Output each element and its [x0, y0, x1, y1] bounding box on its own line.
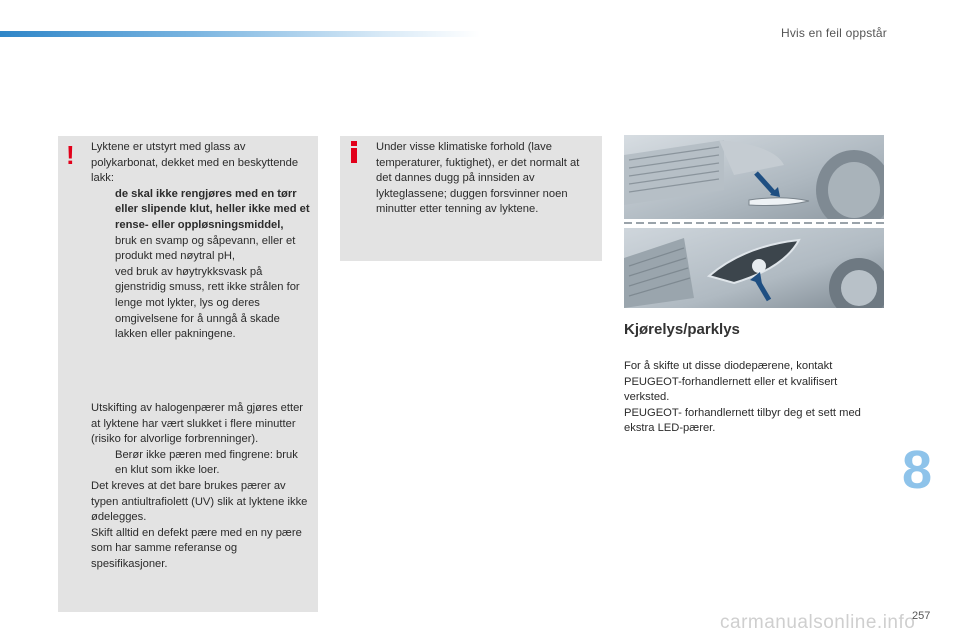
- warning-text-2: [91, 401, 313, 573]
- car-headlight-photo-bottom: [624, 228, 884, 308]
- watermark: carmanualsonline.info: [720, 612, 916, 633]
- uv-paragraph: Det kreves at det bare brukes pærer av typen antiultrafiolett (UV) slik at lyktene ikke ødelegges.: [91, 479, 308, 524]
- warning-bullet-1-text: de skal ikke rengjøres med en tørr eller slipende klut, heller ikke med et rense- eller oppløsningsmiddel,: [115, 187, 310, 231]
- warning-bullet-2-text: bruk en svamp og såpevann, eller et produkt med nøytral pH,: [115, 234, 296, 263]
- warning-bullet-2: [91, 234, 311, 265]
- halogen-bullet: [91, 448, 313, 479]
- car-front-photo-top: [624, 135, 884, 219]
- warning-exclamation-icon: !: [66, 140, 75, 170]
- warning-intro: Lyktene er utstyrt med glass av polykarbonat, dekket med en beskyttende lakk:: [91, 141, 299, 185]
- warning-bullet-3: [91, 265, 311, 343]
- warning-text: [91, 140, 311, 343]
- section-text: [624, 359, 874, 437]
- header-accent-bar: [0, 31, 480, 37]
- info-text: Under visse klimatiske forhold (lave temperaturer, fuktighet), er det normalt at det dannes dugg på innsiden av lykteglassene; duggen forsvinner noen minutter etter tenning av lyktene.: [376, 141, 580, 216]
- page-number: 257: [912, 610, 931, 622]
- chapter-number: 8: [902, 440, 933, 500]
- warning-bullet-3-text: ved bruk av høytrykksvask på gjenstridig smuss, rett ikke strålen for lenge mot lykter, lys og deres omgivelsene for å unngå å skade lakken eller pakningene.: [115, 265, 300, 341]
- info-icon: [350, 141, 358, 163]
- section-title: Hvis en feil oppstår: [780, 26, 887, 40]
- section-paragraph-2: PEUGEOT- forhandlernett tilbyr deg et sett med ekstra LED-pærer.: [624, 406, 861, 435]
- halogen-paragraph: Utskifting av halogenpærer må gjøres etter at lyktene har vært slukket i flere minutter (risiko for alvorlige forbrenninger).: [91, 402, 304, 446]
- section-paragraph-1: For å skifte ut disse diodepærene, kontakt PEUGEOT-forhandlernett eller et kvalifisert verksted.: [624, 360, 838, 404]
- section-heading: Kjørelys/parklys: [624, 321, 740, 338]
- photo-divider: [624, 220, 884, 226]
- halogen-bullet-text: Berør ikke pæren med fingrene: bruk en klut som ikke loer.: [115, 448, 298, 477]
- replace-paragraph: Skift alltid en defekt pære med en ny pære som har samme referanse og spesifikasjoner.: [91, 526, 302, 570]
- warning-bullet-1: [91, 187, 311, 234]
